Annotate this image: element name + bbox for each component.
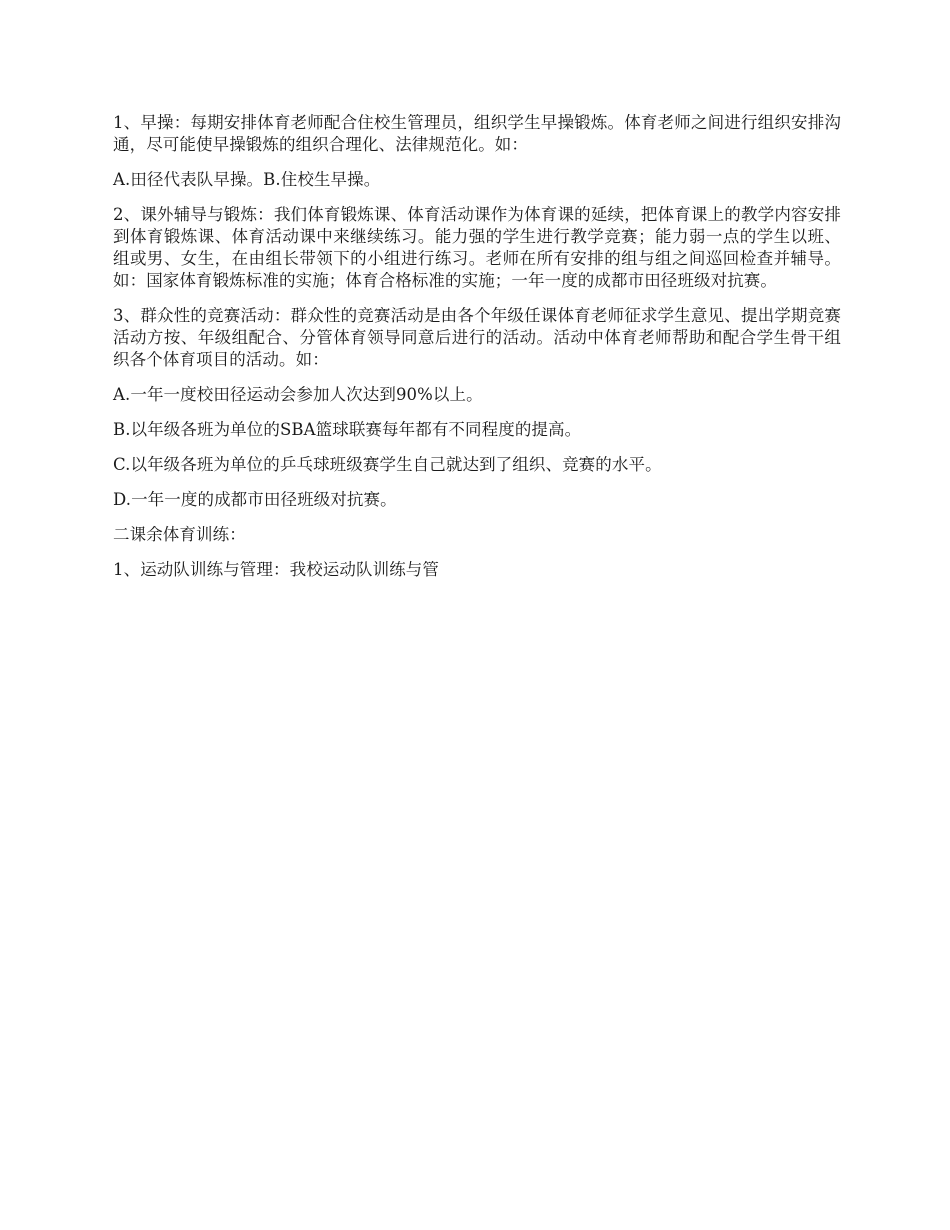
list-item-a: A.一年一度校田径运动会参加人次达到90%以上。 <box>113 385 483 404</box>
paragraph-morning-exercise: 1、早操：每期安排体育老师配合住校生管理员，组织学生早操锻炼。体育老师之间进行组织安排沟通，尽可能使早操锻炼的组织合理化、法律规范化。如： <box>113 113 841 154</box>
list-item-b: B.以年级各班为单位的SBA篮球联赛每年都有不同程度的提高。 <box>113 420 582 439</box>
document-body <box>113 112 841 594</box>
list-item-d: D.一年一度的成都市田径班级对抗赛。 <box>113 490 397 509</box>
paragraph-team-training: 1、运动队训练与管理：我校运动队训练与管 <box>113 560 439 579</box>
paragraph-extracurricular-training: 2、课外辅导与锻炼：我们体育锻炼课、体育活动课作为体育课的延续，把体育课上的教学内容安排到体育锻炼课、体育活动课中来继续练习。能力强的学生进行教学竞赛；能力弱一点的学生以班、组或男、女生，在由组长带领下的小组进行练习。老师在所有安排的组与组之间巡回检查并辅导。如：国家体育锻炼标准的实施；体育合格标准的实施；一年一度的成都市田径班级对抗赛。 <box>113 205 841 290</box>
paragraph-morning-exercise-examples: A.田径代表队早操。B.住校生早操。 <box>113 170 381 189</box>
section-heading-sports-training: 二课余体育训练： <box>113 525 246 544</box>
list-item-c: C.以年级各班为单位的乒乓球班级赛学生自己就达到了组织、竞赛的水平。 <box>113 455 662 474</box>
paragraph-mass-competitions: 3、群众性的竞赛活动：群众性的竞赛活动是由各个年级任课体育老师征求学生意见、提出学期竞赛活动方按、年级组配合、分管体育领导同意后进行的活动。活动中体育老师帮助和配合学生骨干组织各个体育项目的活动。如： <box>113 306 841 369</box>
